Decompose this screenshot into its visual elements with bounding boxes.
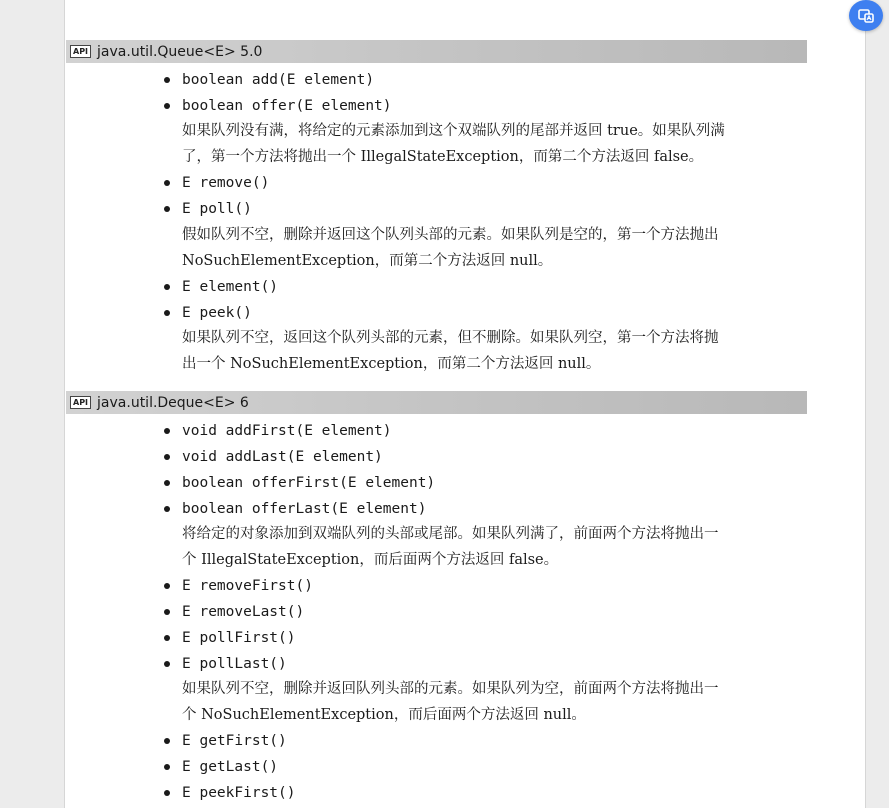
method-signature: void addLast(E element) (182, 449, 383, 465)
method-signature: boolean offer(E element) (182, 98, 392, 114)
method-item (164, 576, 313, 596)
method-description: 如果队列不空，返回这个队列头部的元素，但不删除。如果队列空，第一个方法将抛 (182, 330, 719, 346)
method-item (164, 173, 269, 193)
method-description: 将给定的对象添加到双端队列的头部或尾部。如果队列满了，前面两个方法将抛出一 (182, 526, 719, 542)
method-description: 出一个 NoSuchElementException，而第二个方法返回 null。 (182, 356, 601, 372)
bullet-icon (164, 635, 170, 641)
method-signature: E poll() (182, 201, 252, 217)
bullet-icon (164, 284, 170, 290)
floating-tool-button[interactable] (849, 0, 883, 31)
method-signature: boolean add(E element) (182, 72, 375, 88)
bullet-icon (164, 764, 170, 770)
bullet-icon (164, 180, 170, 186)
api-badge: API (70, 45, 91, 58)
method-description: 假如队列不空，删除并返回这个队列头部的元素。如果队列是空的，第一个方法抛出 (182, 227, 719, 243)
method-item (164, 654, 287, 674)
bullet-icon (164, 738, 170, 744)
method-description: 个 NoSuchElementException，而后面两个方法返回 null。 (182, 707, 586, 723)
method-item (164, 783, 296, 803)
bullet-icon (164, 310, 170, 316)
bullet-icon (164, 661, 170, 667)
bullet-icon (164, 790, 170, 796)
method-signature: E peek() (182, 305, 252, 321)
api-header-deque (66, 391, 807, 414)
method-item (164, 473, 435, 493)
method-item (164, 96, 392, 116)
method-signature: boolean offerLast(E element) (182, 501, 427, 517)
method-signature: E removeFirst() (182, 578, 313, 594)
screenshot-translate-icon (857, 7, 875, 25)
api-header-queue (66, 40, 807, 63)
method-item (164, 303, 252, 323)
method-signature: void addFirst(E element) (182, 423, 392, 439)
bullet-icon (164, 480, 170, 486)
method-signature: E getFirst() (182, 733, 287, 749)
bullet-icon (164, 583, 170, 589)
method-signature: E removeLast() (182, 604, 305, 620)
method-description: NoSuchElementException，而第二个方法返回 null。 (182, 253, 553, 269)
method-item (164, 628, 296, 648)
method-item (164, 70, 374, 90)
bullet-icon (164, 77, 170, 83)
method-description: 如果队列不空，删除并返回队列头部的元素。如果队列为空，前面两个方法将抛出一 (182, 681, 719, 697)
method-item (164, 421, 392, 441)
bullet-icon (164, 206, 170, 212)
method-signature: E pollFirst() (182, 630, 296, 646)
method-item (164, 757, 278, 777)
method-item (164, 447, 383, 467)
method-item (164, 277, 278, 297)
method-signature: E getLast() (182, 759, 279, 775)
api-badge: API (70, 396, 91, 409)
method-item (164, 731, 287, 751)
method-description: 了，第一个方法将抛出一个 IllegalStateException，而第二个方法返回 false。 (182, 149, 704, 165)
bullet-icon (164, 103, 170, 109)
method-item (164, 499, 426, 519)
bullet-icon (164, 428, 170, 434)
method-item (164, 602, 304, 622)
method-signature: E remove() (182, 175, 270, 191)
bullet-icon (164, 506, 170, 512)
method-description: 如果队列没有满，将给定的元素添加到这个双端队列的尾部并返回 true。如果队列满 (182, 123, 725, 139)
api-title: java.util.Deque<E> 6 (97, 394, 249, 411)
method-item (164, 199, 252, 219)
bullet-icon (164, 454, 170, 460)
method-signature: E element() (182, 279, 279, 295)
method-signature: E pollLast() (182, 656, 287, 672)
method-description: 个 IllegalStateException，而后面两个方法返回 false。 (182, 552, 559, 568)
bullet-icon (164, 609, 170, 615)
api-title: java.util.Queue<E> 5.0 (97, 43, 263, 60)
method-signature: boolean offerFirst(E element) (182, 475, 436, 491)
method-signature: E peekFirst() (182, 785, 296, 801)
